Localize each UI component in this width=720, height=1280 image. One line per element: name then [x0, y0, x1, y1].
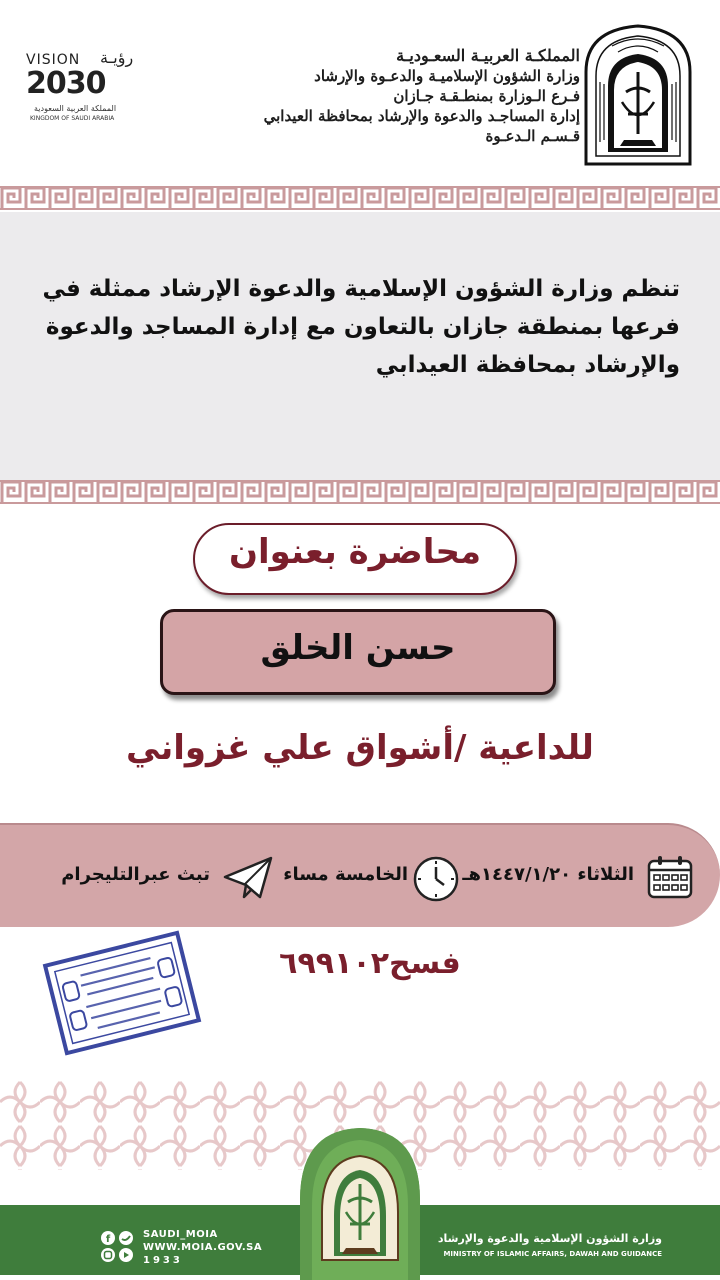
vision-country-ar: المملكة العربية السعودية — [34, 104, 117, 113]
intro-text: تنظم وزارة الشؤون الإسلامية والدعوة الإرشاد ممثلة في فرعها بمنطقة جازان بالتعاون مع إدارة المساجد والدعوة والإرشاد بمحافظة العيدابي — [42, 276, 680, 378]
footer-year: 1933 — [143, 1255, 183, 1266]
ministry-logo — [582, 22, 694, 166]
calendar-icon — [646, 854, 694, 900]
vision-country-en: KINGDOM OF SAUDI ARABIA — [30, 115, 115, 122]
event-platform: تبث عبرالتليجرام — [61, 864, 210, 885]
clock-icon — [412, 855, 460, 903]
vision-2030-logo — [26, 48, 138, 124]
header-line-administration: إدارة المساجـد والدعوة والإرشاد بمحافظة العيدابي — [263, 107, 580, 125]
vision-word: VISION — [26, 52, 81, 68]
decorative-border-top — [0, 186, 720, 210]
event-time: الخامسة مساء — [283, 864, 408, 885]
vision-arabic: رؤيـة — [100, 48, 134, 67]
svg-text:f: f — [105, 1234, 111, 1245]
facebook-icon[interactable] — [101, 1231, 115, 1245]
youtube-icon[interactable] — [119, 1248, 133, 1262]
footer-ministry-ar: وزارة الشؤون الإسلامية والدعوة والإرشاد — [437, 1232, 662, 1245]
decorative-border-bottom — [0, 480, 720, 504]
header-line-kingdom: المملكـة العربيـة السعـوديـة — [396, 46, 580, 65]
header — [0, 0, 720, 185]
header-line-ministry: وزارة الشؤون الإسلاميـة والدعـوة والإرشاد — [314, 67, 580, 85]
footer-handle[interactable]: SAUDI_MOIA — [143, 1229, 218, 1240]
permit-number: فسح٦٩٩١٠٢ — [279, 946, 461, 981]
official-stamp — [40, 926, 204, 1060]
header-line-department: قـسـم الـدعـوة — [485, 127, 580, 145]
event-date: الثلاثاء ١٤٤٧/١/٢٠هـ — [462, 864, 634, 885]
lecture-title: حسن الخلق — [260, 628, 456, 668]
vision-year: 2030 — [26, 66, 106, 101]
twitter-icon[interactable] — [119, 1231, 133, 1245]
header-text — [140, 46, 580, 146]
footer-ministry-en: MINISTRY OF ISLAMIC AFFAIRS, DAWAH AND GUIDANCE — [443, 1250, 662, 1258]
lecture-label: محاضرة بعنوان — [228, 532, 482, 572]
instagram-icon[interactable] — [101, 1248, 115, 1262]
lecture-speaker: للداعية /أشواق علي غزواني — [126, 728, 594, 768]
telegram-icon — [222, 855, 274, 901]
social-icons — [98, 1230, 138, 1264]
header-line-branch: فـرع الـوزارة بمنطـقـة جـازان — [393, 87, 580, 105]
footer-website[interactable]: WWW.MOIA.GOV.SA — [143, 1242, 263, 1253]
